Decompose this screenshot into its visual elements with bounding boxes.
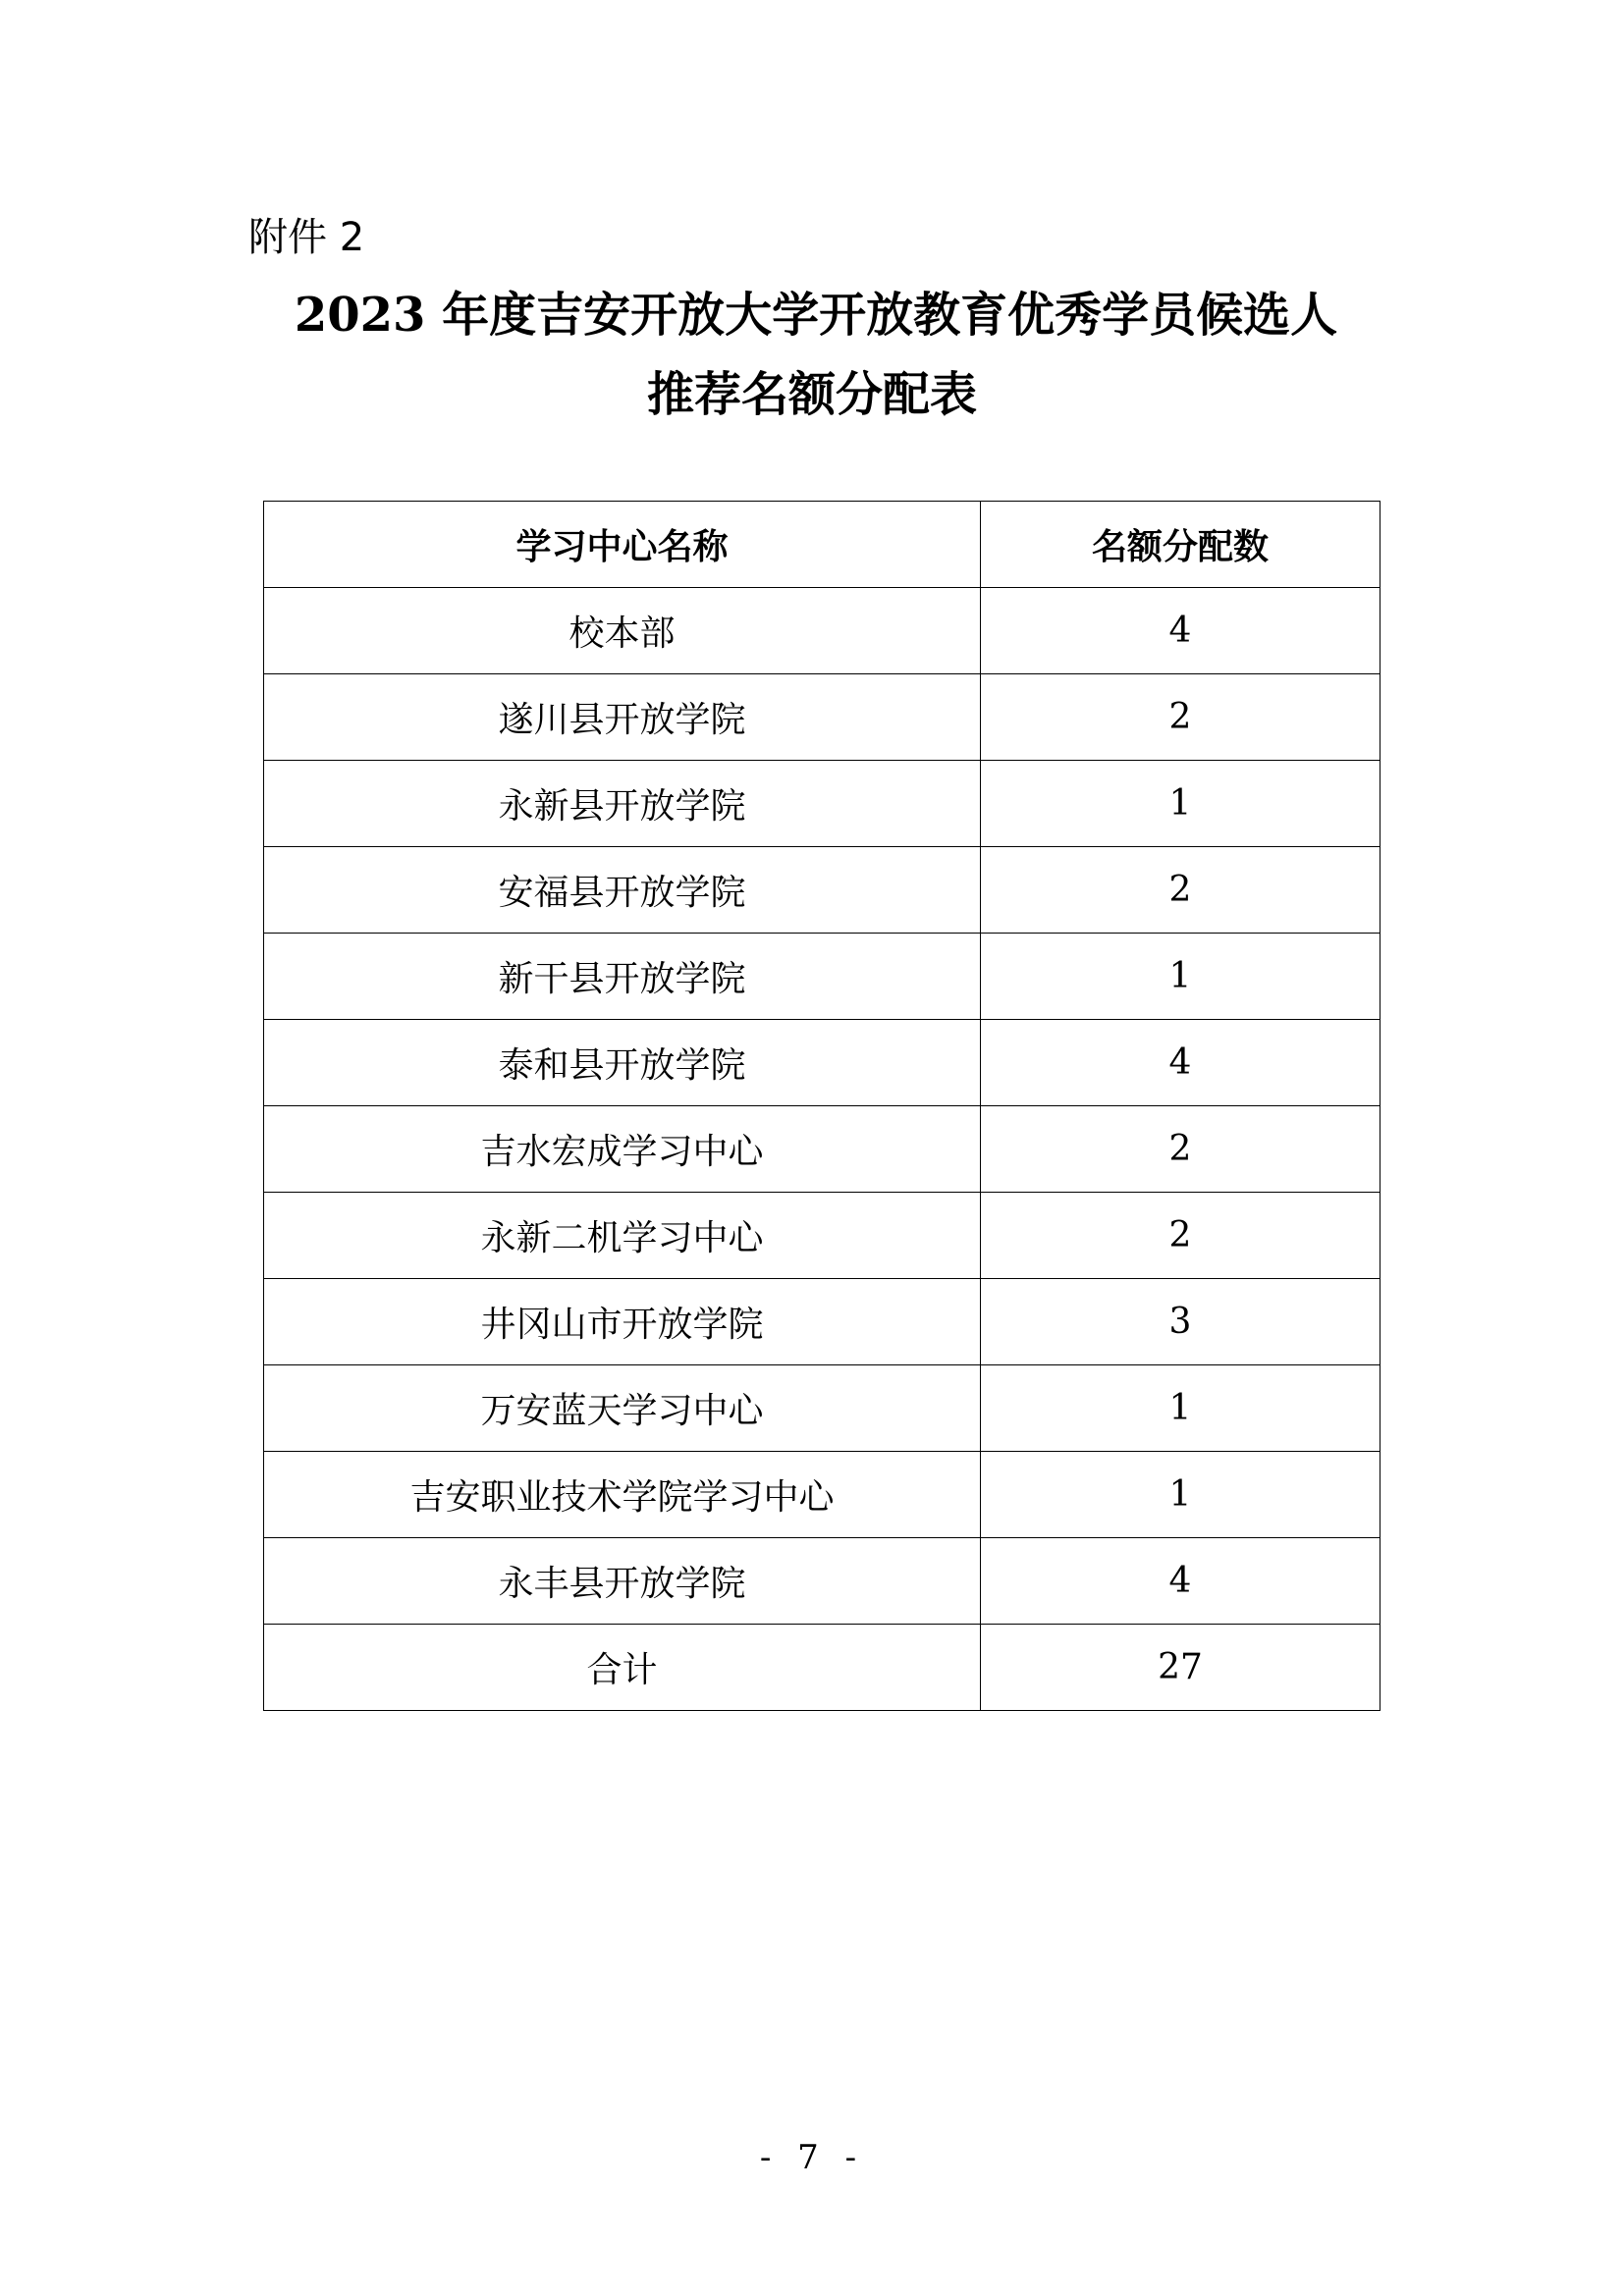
center-name-cell: 泰和县开放学院 bbox=[264, 1020, 981, 1106]
column-header-quota-count: 名额分配数 bbox=[981, 502, 1380, 588]
center-name-cell: 安福县开放学院 bbox=[264, 847, 981, 934]
center-name-cell: 吉水宏成学习中心 bbox=[264, 1106, 981, 1193]
quota-count-cell: 3 bbox=[981, 1279, 1380, 1365]
quota-count-cell: 1 bbox=[981, 934, 1380, 1020]
center-name-cell: 吉安职业技术学院学习中心 bbox=[264, 1452, 981, 1538]
quota-count-cell: 4 bbox=[981, 1020, 1380, 1106]
quota-count-cell: 4 bbox=[981, 588, 1380, 674]
table-row bbox=[264, 761, 1380, 847]
column-header-center-name: 学习中心名称 bbox=[264, 502, 981, 588]
page-number: - 7 - bbox=[759, 2138, 865, 2177]
quota-allocation-table bbox=[263, 501, 1380, 1711]
quota-count-cell: 2 bbox=[981, 1106, 1380, 1193]
quota-count-cell: 2 bbox=[981, 674, 1380, 761]
table-row bbox=[264, 674, 1380, 761]
attachment-label: 附件 2 bbox=[248, 215, 365, 260]
center-name-cell: 新干县开放学院 bbox=[264, 934, 981, 1020]
total-count-cell: 27 bbox=[981, 1625, 1380, 1711]
table-total-row bbox=[264, 1625, 1380, 1711]
quota-count-cell: 2 bbox=[981, 847, 1380, 934]
center-name-cell: 万安蓝天学习中心 bbox=[264, 1365, 981, 1452]
table-row bbox=[264, 1452, 1380, 1538]
center-name-cell: 永新二机学习中心 bbox=[264, 1193, 981, 1279]
center-name-cell: 校本部 bbox=[264, 588, 981, 674]
table-row bbox=[264, 1279, 1380, 1365]
quota-count-cell: 1 bbox=[981, 761, 1380, 847]
table-row bbox=[264, 1365, 1380, 1452]
document-title-line-2: 推荐名额分配表 bbox=[646, 367, 977, 422]
table-row bbox=[264, 1193, 1380, 1279]
table-header-row bbox=[264, 502, 1380, 588]
table-row bbox=[264, 1538, 1380, 1625]
quota-count-cell: 4 bbox=[981, 1538, 1380, 1625]
quota-count-cell: 1 bbox=[981, 1365, 1380, 1452]
center-name-cell: 遂川县开放学院 bbox=[264, 674, 981, 761]
table-row bbox=[264, 1020, 1380, 1106]
table-row bbox=[264, 588, 1380, 674]
center-name-cell: 永新县开放学院 bbox=[264, 761, 981, 847]
total-label-cell: 合计 bbox=[264, 1625, 981, 1711]
quota-count-cell: 1 bbox=[981, 1452, 1380, 1538]
quota-count-cell: 2 bbox=[981, 1193, 1380, 1279]
table-row bbox=[264, 1106, 1380, 1193]
table-row bbox=[264, 847, 1380, 934]
document-title-line-1: 2023 年度吉安开放大学开放教育优秀学员候选人 bbox=[294, 288, 1338, 343]
table-row bbox=[264, 934, 1380, 1020]
center-name-cell: 井冈山市开放学院 bbox=[264, 1279, 981, 1365]
center-name-cell: 永丰县开放学院 bbox=[264, 1538, 981, 1625]
